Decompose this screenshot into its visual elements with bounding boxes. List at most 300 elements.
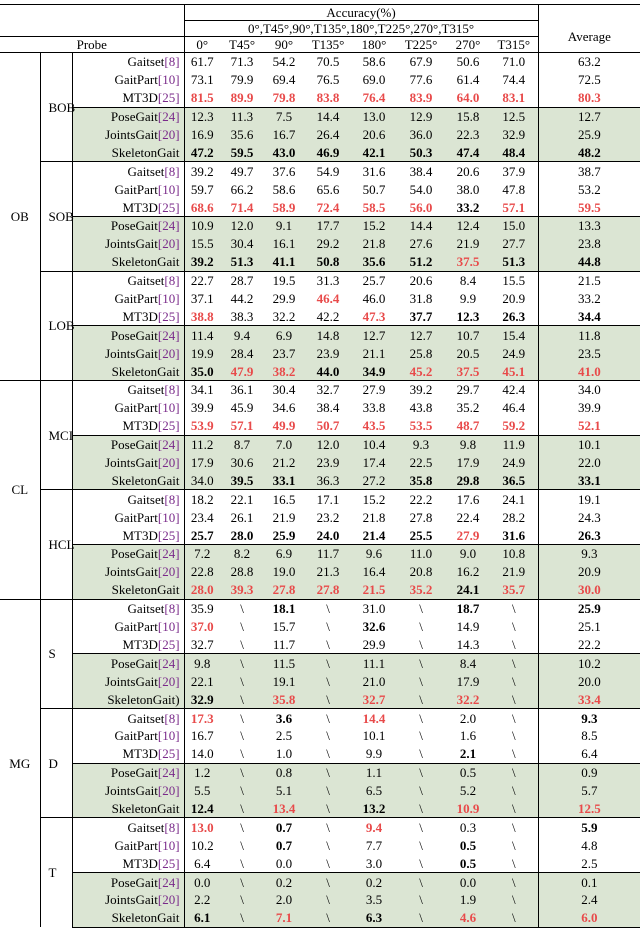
value-cell: \ <box>304 672 352 690</box>
method-cell <box>72 217 184 235</box>
value-cell: 37.7 <box>409 308 433 324</box>
value-cell: 27.6 <box>396 235 446 253</box>
value-cell: 3.0 <box>365 855 383 871</box>
method-cell <box>72 581 184 599</box>
value-cell: \ <box>419 636 423 652</box>
value-cell: 9.4 <box>352 818 396 836</box>
citation-link[interactable]: [10] <box>157 72 180 88</box>
value-cell: \ <box>419 728 423 744</box>
method-cell <box>72 162 184 180</box>
citation-link[interactable]: [10] <box>157 291 180 307</box>
value-cell: 39.5 <box>220 471 264 489</box>
method-cell <box>72 399 184 417</box>
value-cell: \ <box>511 636 516 652</box>
method-cell <box>72 709 184 727</box>
value-cell: 0.2 <box>264 873 304 891</box>
citation-link[interactable]: [24] <box>157 546 180 562</box>
method-name: JointsGait <box>105 892 158 908</box>
citation-link[interactable]: [24] <box>157 437 180 453</box>
table-row <box>0 618 640 636</box>
method-name: GaitPart <box>114 400 158 416</box>
subgroup-label: MCI <box>40 381 72 490</box>
value-cell: 10.9 <box>184 217 220 235</box>
value-cell: 13.0 <box>352 107 396 125</box>
average-cell: 11.8 <box>538 326 640 344</box>
average-cell: 41.0 <box>538 362 640 380</box>
value-cell: \ <box>396 690 446 708</box>
value-cell: 29.9 <box>362 636 386 652</box>
citation-link[interactable]: [8] <box>164 163 180 179</box>
value-cell: 23.9 <box>304 344 352 362</box>
citation-link[interactable]: [8] <box>164 273 180 289</box>
citation-link[interactable]: [20] <box>157 345 180 361</box>
table-row <box>0 909 640 927</box>
value-cell: 27.8 <box>304 581 352 599</box>
average-cell: 5.7 <box>538 782 640 800</box>
citation-link[interactable]: [25] <box>157 636 180 652</box>
table-row <box>0 180 640 198</box>
value-cell: 30.4 <box>264 381 304 399</box>
value-cell: 2.0 <box>264 891 304 909</box>
value-cell: 29.9 <box>272 291 296 307</box>
value-cell: 25.9 <box>272 527 296 543</box>
value-cell: 21.4 <box>362 527 386 543</box>
value-cell: 59.2 <box>502 418 526 434</box>
value-cell: 70.5 <box>304 53 352 71</box>
value-cell: 20.8 <box>396 563 446 581</box>
value-cell: 38.4 <box>316 400 340 416</box>
method-cell <box>72 727 184 745</box>
value-cell: 15.2 <box>352 217 396 235</box>
method-name: GaitPart <box>114 837 158 853</box>
column-header: 0° <box>184 37 220 53</box>
method-name: MT3D <box>122 199 158 215</box>
value-cell: 14.0 <box>190 746 214 762</box>
value-cell: 7.0 <box>264 435 304 453</box>
value-cell: 35.9 <box>184 599 220 617</box>
value-cell: 49.7 <box>220 162 264 180</box>
method-name: SkeletonGait <box>111 472 180 488</box>
value-cell: 1.1 <box>352 763 396 781</box>
value-cell: 9.9 <box>459 291 477 307</box>
value-cell: 38.4 <box>396 162 446 180</box>
citation-link[interactable]: [8] <box>164 710 180 726</box>
value-cell: 69.0 <box>362 72 386 88</box>
method-name: GaitPart <box>114 181 158 197</box>
value-cell: 39.2 <box>184 162 220 180</box>
value-cell: 37.1 <box>190 291 214 307</box>
table-row <box>0 709 640 727</box>
method-cell <box>72 435 184 453</box>
value-cell: 23.2 <box>316 509 340 525</box>
citation-link[interactable]: [25] <box>157 746 180 762</box>
citation-link[interactable]: [10] <box>157 181 180 197</box>
citation-link[interactable]: [20] <box>157 455 180 471</box>
table-row <box>0 53 640 71</box>
value-cell: 21.1 <box>352 344 396 362</box>
average-cell: 33.4 <box>538 690 640 708</box>
citation-link[interactable]: [10] <box>157 619 180 635</box>
citation-link[interactable]: [25] <box>157 527 180 543</box>
method-cell <box>72 326 184 344</box>
table-row <box>0 672 640 690</box>
value-cell: 14.4 <box>396 217 446 235</box>
table-row <box>0 344 640 362</box>
value-cell: 28.7 <box>220 271 264 289</box>
value-cell: \ <box>326 855 330 871</box>
value-cell: 47.4 <box>446 143 490 161</box>
value-cell: 22.2 <box>396 490 446 508</box>
value-cell: 9.1 <box>264 217 304 235</box>
value-cell: 56.0 <box>409 199 433 215</box>
value-cell: 11.7 <box>272 636 296 652</box>
value-cell: 71.0 <box>490 53 538 71</box>
value-cell: \ <box>220 909 264 927</box>
citation-link[interactable]: [20] <box>157 236 180 252</box>
method-name: Gaitset <box>127 273 165 289</box>
value-cell: 24.9 <box>490 454 538 472</box>
value-cell: 12.0 <box>220 217 264 235</box>
value-cell: \ <box>396 909 446 927</box>
average-cell: 52.1 <box>538 417 640 435</box>
method-name: Gaitset <box>127 163 165 179</box>
table-row <box>0 818 640 836</box>
value-cell: 58.5 <box>362 199 386 215</box>
method-name: SkeletonGait <box>111 582 180 598</box>
value-cell: 29.2 <box>304 235 352 253</box>
table-row <box>0 362 640 380</box>
value-cell: 35.6 <box>220 126 264 144</box>
value-cell: 31.8 <box>409 291 433 307</box>
value-cell: 14.9 <box>456 619 480 635</box>
table-row <box>0 417 640 435</box>
average-cell: 22.2 <box>538 636 640 654</box>
value-cell: 0.7 <box>275 837 293 853</box>
value-cell: 12.9 <box>396 107 446 125</box>
method-name: Gaitset <box>127 382 165 398</box>
value-cell: 8.2 <box>220 545 264 563</box>
value-cell: 46.0 <box>362 291 386 307</box>
method-cell <box>72 53 184 71</box>
value-cell: 41.1 <box>264 253 304 271</box>
value-cell: \ <box>396 891 446 909</box>
average-cell: 5.9 <box>538 818 640 836</box>
value-cell: 15.7 <box>272 619 296 635</box>
value-cell: 61.7 <box>184 53 220 71</box>
value-cell: 39.3 <box>220 581 264 599</box>
value-cell: 15.8 <box>446 107 490 125</box>
citation-link[interactable]: [24] <box>157 109 180 125</box>
value-cell: 0.3 <box>446 818 490 836</box>
value-cell: \ <box>220 690 264 708</box>
value-cell: 69.4 <box>272 72 296 88</box>
average-cell: 25.1 <box>538 618 640 636</box>
citation-link[interactable]: [24] <box>157 765 180 781</box>
method-cell <box>72 89 184 107</box>
citation-link[interactable]: [25] <box>157 308 180 324</box>
value-cell: 21.8 <box>362 509 386 525</box>
value-cell: 42.2 <box>316 308 340 324</box>
value-cell: 37.9 <box>490 162 538 180</box>
value-cell: 8.4 <box>446 271 490 289</box>
value-cell: 19.1 <box>264 672 304 690</box>
table-row <box>0 800 640 818</box>
value-cell: 23.9 <box>304 454 352 472</box>
group-label: CL <box>0 381 40 600</box>
value-cell: 24.0 <box>316 527 340 543</box>
method-name: Gaitset <box>127 54 165 70</box>
method-name: PoseGait <box>110 874 158 890</box>
average-cell: 0.1 <box>538 873 640 891</box>
column-header: 90° <box>264 37 304 53</box>
value-cell: 19.9 <box>184 344 220 362</box>
value-cell: 35.8 <box>264 690 304 708</box>
value-cell: 6.9 <box>264 326 304 344</box>
table-row <box>0 271 640 289</box>
value-cell: \ <box>490 763 538 781</box>
average-cell: 48.2 <box>538 143 640 161</box>
header-row-views <box>0 21 640 37</box>
value-cell: 12.7 <box>352 326 396 344</box>
value-cell: 43.5 <box>362 418 386 434</box>
value-cell: 9.3 <box>396 435 446 453</box>
value-cell: 43.8 <box>409 400 433 416</box>
method-name: PoseGait <box>110 655 158 671</box>
column-header: T45° <box>220 37 264 53</box>
method-name: MT3D <box>122 636 158 652</box>
citation-link[interactable]: [20] <box>157 564 180 580</box>
value-cell: \ <box>396 709 446 727</box>
citation-link[interactable]: [10] <box>157 400 180 416</box>
value-cell: 15.2 <box>352 490 396 508</box>
value-cell: 21.5 <box>352 581 396 599</box>
value-cell: 83.9 <box>409 90 433 106</box>
citation-link[interactable]: [24] <box>157 874 180 890</box>
value-cell: \ <box>304 891 352 909</box>
value-cell: 74.4 <box>502 72 526 88</box>
value-cell: 9.4 <box>220 326 264 344</box>
method-name: JointsGait <box>105 236 158 252</box>
value-cell: 12.4 <box>184 800 220 818</box>
table-row <box>0 654 640 672</box>
group-label: MG <box>0 599 40 927</box>
method-cell <box>72 490 184 508</box>
table-row <box>0 563 640 581</box>
method-cell <box>72 690 184 708</box>
value-cell: 35.2 <box>396 581 446 599</box>
average-cell: 25.9 <box>538 599 640 617</box>
value-cell: 65.6 <box>316 181 340 197</box>
value-cell: 1.0 <box>275 746 293 762</box>
accuracy-table <box>0 4 640 928</box>
method-cell <box>72 271 184 289</box>
value-cell: 6.4 <box>194 855 211 871</box>
method-name: SkeletonGait) <box>107 691 180 707</box>
value-cell: \ <box>511 855 516 871</box>
value-cell: 11.0 <box>396 545 446 563</box>
value-cell: 17.9 <box>184 454 220 472</box>
average-cell: 20.9 <box>538 563 640 581</box>
table-row <box>0 290 640 308</box>
value-cell: 26.3 <box>502 308 526 324</box>
value-cell: 83.1 <box>502 90 526 106</box>
value-cell: 21.9 <box>490 563 538 581</box>
method-name: MT3D <box>122 527 158 543</box>
value-cell: 10.8 <box>490 545 538 563</box>
column-header: T135° <box>304 37 352 53</box>
citation-link[interactable]: [8] <box>164 601 180 617</box>
citation-link[interactable]: [8] <box>164 491 180 507</box>
value-cell: \ <box>220 891 264 909</box>
value-cell: \ <box>304 763 352 781</box>
average-cell: 22.0 <box>538 454 640 472</box>
citation-link[interactable]: [24] <box>157 655 180 671</box>
table-row <box>0 745 640 763</box>
value-cell: 1.2 <box>184 763 220 781</box>
average-cell: 0.9 <box>538 763 640 781</box>
citation-link[interactable]: [10] <box>157 509 180 525</box>
value-cell: 32.2 <box>272 308 296 324</box>
value-cell: 79.8 <box>272 90 296 106</box>
table-row <box>0 727 640 745</box>
value-cell: 34.1 <box>184 381 220 399</box>
value-cell: 17.6 <box>446 490 490 508</box>
citation-link[interactable]: [10] <box>157 837 180 853</box>
value-cell: 26.1 <box>230 509 254 525</box>
value-cell: 21.2 <box>264 454 304 472</box>
citation-link[interactable]: [20] <box>157 783 180 799</box>
average-cell: 53.2 <box>538 180 640 198</box>
citation-link[interactable]: [20] <box>157 892 180 908</box>
table-row <box>0 891 640 909</box>
citation-link[interactable]: [25] <box>157 855 180 871</box>
value-cell: 28.4 <box>220 344 264 362</box>
table-row <box>0 599 640 617</box>
value-cell: 54.0 <box>409 181 433 197</box>
value-cell: 31.0 <box>352 599 396 617</box>
citation-link[interactable]: [8] <box>164 819 180 835</box>
value-cell: \ <box>490 709 538 727</box>
value-cell: \ <box>304 818 352 836</box>
value-cell: 35.6 <box>352 253 396 271</box>
value-cell: 28.0 <box>184 581 220 599</box>
value-cell: 9.9 <box>365 746 383 762</box>
value-cell: 38.3 <box>230 308 254 324</box>
value-cell: 54.9 <box>304 162 352 180</box>
value-cell: 32.7 <box>352 690 396 708</box>
value-cell: \ <box>304 909 352 927</box>
value-cell: \ <box>396 782 446 800</box>
value-cell: \ <box>396 654 446 672</box>
value-cell: 71.3 <box>220 53 264 71</box>
value-cell: 66.2 <box>230 181 254 197</box>
value-cell: 25.7 <box>352 271 396 289</box>
method-name: Gaitset <box>127 601 165 617</box>
citation-link[interactable]: [20] <box>157 127 180 142</box>
value-cell: 35.0 <box>184 362 220 380</box>
value-cell: 59.7 <box>190 181 214 197</box>
value-cell: 54.2 <box>264 53 304 71</box>
average-cell: 38.7 <box>538 162 640 180</box>
value-cell: 5.2 <box>446 782 490 800</box>
value-cell: 50.7 <box>362 181 386 197</box>
citation-link[interactable]: [25] <box>157 418 180 434</box>
value-cell: \ <box>240 746 244 762</box>
value-cell: 37.5 <box>446 362 490 380</box>
value-cell: 44.0 <box>304 362 352 380</box>
value-cell: 32.6 <box>362 619 386 635</box>
average-cell: 44.8 <box>538 253 640 271</box>
value-cell: \ <box>419 855 423 871</box>
table-row <box>0 471 640 489</box>
value-cell: 37.5 <box>446 253 490 271</box>
citation-link[interactable]: [25] <box>157 90 180 106</box>
value-cell: 50.8 <box>304 253 352 271</box>
value-cell: 36.1 <box>220 381 264 399</box>
value-cell: 36.0 <box>396 126 446 144</box>
value-cell: 19.0 <box>264 563 304 581</box>
value-cell: 38.2 <box>264 362 304 380</box>
table-row <box>0 581 640 599</box>
value-cell: 44.2 <box>230 291 254 307</box>
average-cell: 30.0 <box>538 581 640 599</box>
value-cell: 2.5 <box>275 728 293 744</box>
value-cell: \ <box>220 782 264 800</box>
citation-link[interactable]: [8] <box>164 54 180 70</box>
method-cell <box>72 235 184 253</box>
method-name: JointsGait <box>105 127 158 142</box>
citation-link[interactable]: [25] <box>157 199 180 215</box>
value-cell: \ <box>396 763 446 781</box>
value-cell: 57.1 <box>502 199 526 215</box>
value-cell: 1.9 <box>446 891 490 909</box>
value-cell: 7.5 <box>264 107 304 125</box>
value-cell: \ <box>490 800 538 818</box>
method-name: JointsGait <box>105 783 158 799</box>
value-cell: 11.5 <box>264 654 304 672</box>
table-row <box>0 399 640 417</box>
value-cell: 33.2 <box>456 199 480 215</box>
value-cell: 11.2 <box>184 435 220 453</box>
citation-link[interactable]: [8] <box>164 382 180 398</box>
method-name: MT3D <box>122 90 158 106</box>
value-cell: 20.6 <box>352 126 396 144</box>
value-cell: 71.4 <box>230 199 254 215</box>
table-row <box>0 126 640 144</box>
average-cell: 59.5 <box>538 198 640 216</box>
method-cell <box>72 107 184 125</box>
average-cell: 20.0 <box>538 672 640 690</box>
citation-link[interactable]: [20] <box>157 673 180 689</box>
method-cell <box>72 636 184 654</box>
value-cell: 0.8 <box>264 763 304 781</box>
value-cell: 31.6 <box>502 527 526 543</box>
method-name: SkeletonGait <box>111 144 180 160</box>
value-cell: 51.3 <box>220 253 264 271</box>
method-name: PoseGait <box>110 109 158 125</box>
value-cell: 5.5 <box>184 782 220 800</box>
value-cell: 18.2 <box>184 490 220 508</box>
citation-link[interactable]: [24] <box>157 327 180 343</box>
value-cell: 28.2 <box>502 509 526 525</box>
citation-link[interactable]: [24] <box>157 218 180 234</box>
method-cell <box>72 545 184 563</box>
value-cell: \ <box>240 619 244 635</box>
citation-link[interactable]: [10] <box>157 728 180 744</box>
value-cell: \ <box>326 746 330 762</box>
value-cell: 58.9 <box>272 199 296 215</box>
value-cell: 76.4 <box>362 90 386 106</box>
